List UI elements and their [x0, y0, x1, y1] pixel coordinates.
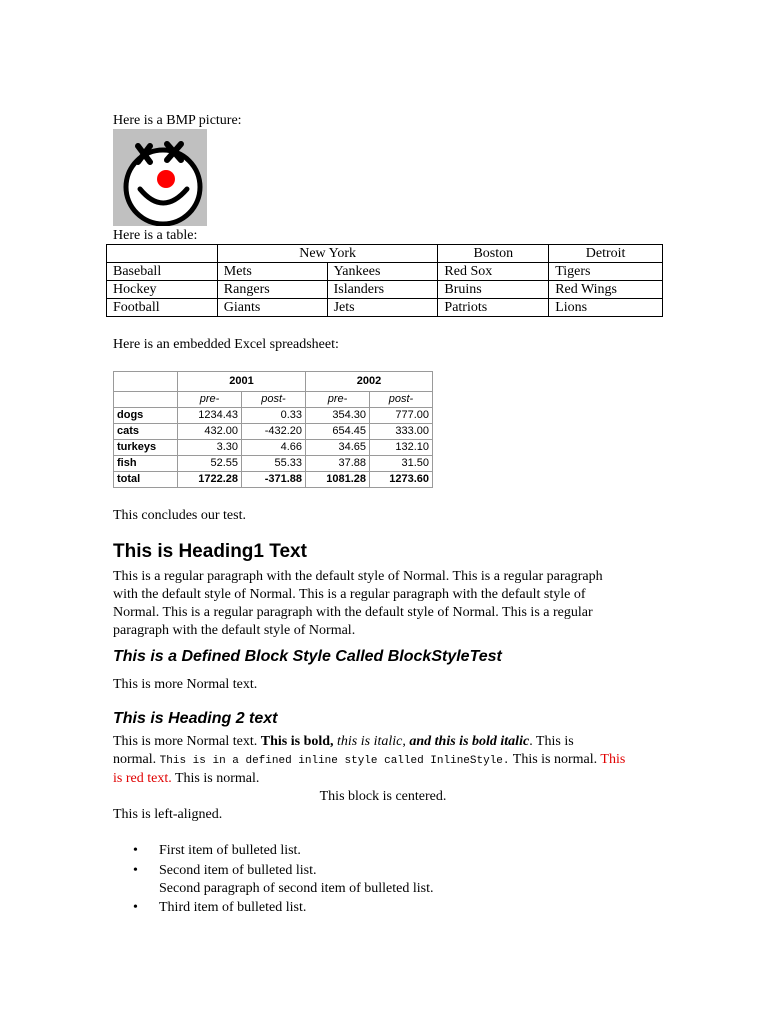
table-cell: Jets	[327, 299, 438, 317]
styled-line-2	[113, 751, 625, 770]
subheader-row	[114, 392, 433, 408]
excel-row	[114, 424, 433, 440]
subheader: post-	[370, 392, 433, 408]
normal-text: . This is	[529, 734, 574, 749]
table-cell: Patriots	[438, 299, 549, 317]
row-label: fish	[114, 456, 178, 472]
year-header: 2002	[306, 372, 433, 392]
styled-line-3	[113, 770, 625, 788]
column-header: Detroit	[549, 245, 663, 263]
table-cell: Mets	[217, 263, 327, 281]
list-item	[113, 862, 433, 898]
column-header: Boston	[438, 245, 549, 263]
table-cell: Bruins	[438, 281, 549, 299]
list-item-text: First item of bulleted list.	[159, 843, 301, 858]
left-aligned-text: This is left-aligned.	[113, 807, 223, 822]
heading-1: This is Heading1 Text	[113, 541, 307, 562]
styled-text-paragraph	[113, 733, 625, 788]
red-text: This	[600, 752, 626, 767]
excel-row	[114, 440, 433, 456]
table-intro: Here is a table:	[113, 228, 198, 243]
red-text: is red text.	[113, 771, 172, 786]
bullet-icon: •	[133, 863, 138, 878]
list-item-text: Second item of bulleted list.	[159, 863, 317, 878]
table-cell: Islanders	[327, 281, 438, 299]
concludes-text: This concludes our test.	[113, 508, 246, 523]
cell: 0.33	[242, 408, 306, 424]
row-label: Football	[107, 299, 218, 317]
paragraph-line: with the default style of Normal. This is a regular paragraph with the default style of	[113, 587, 586, 602]
clown-face-image	[113, 129, 207, 226]
cell: 1234.43	[178, 408, 242, 424]
subheader: pre-	[306, 392, 370, 408]
bold-italic-text: and this is bold italic	[409, 734, 530, 749]
excel-row	[114, 408, 433, 424]
styled-line-1	[113, 733, 625, 751]
row-label: total	[114, 472, 178, 488]
row-label: dogs	[114, 408, 178, 424]
centered-text: This block is centered.	[319, 789, 447, 804]
excel-row	[114, 456, 433, 472]
cell: 52.55	[178, 456, 242, 472]
table-cell: Yankees	[327, 263, 438, 281]
cell: 333.00	[370, 424, 433, 440]
inline-style-text: This is in a defined inline style called InlineStyle.	[159, 755, 510, 767]
clown-face-icon	[113, 129, 207, 226]
corner-cell	[114, 372, 178, 392]
table-header-row	[107, 245, 663, 263]
teams-table	[106, 244, 663, 317]
table-cell: Lions	[549, 299, 663, 317]
cell: 132.10	[370, 440, 433, 456]
year-header: 2001	[178, 372, 306, 392]
row-label: Baseball	[107, 263, 218, 281]
list-item	[113, 899, 433, 917]
column-header: New York	[217, 245, 438, 263]
more-normal-text: This is more Normal text.	[113, 677, 258, 692]
excel-spreadsheet	[113, 371, 433, 488]
cell: 432.00	[178, 424, 242, 440]
table-row	[107, 281, 663, 299]
list-item	[113, 842, 433, 860]
cell: 354.30	[306, 408, 370, 424]
block-style-heading: This is a Defined Block Style Called BlockStyleTest	[113, 648, 502, 665]
table-cell: Red Sox	[438, 263, 549, 281]
row-label: cats	[114, 424, 178, 440]
cell: 4.66	[242, 440, 306, 456]
excel-intro: Here is an embedded Excel spreadsheet:	[113, 337, 339, 352]
list-item-paragraph: Second paragraph of second item of bulleted list.	[159, 881, 434, 896]
picture-intro: Here is a BMP picture:	[113, 113, 242, 128]
normal-text: This is more Normal text.	[113, 734, 258, 749]
regular-paragraph	[113, 568, 603, 640]
table-corner-cell	[107, 245, 218, 263]
cell: 1081.28	[306, 472, 370, 488]
cell: 3.30	[178, 440, 242, 456]
paragraph-line: paragraph with the default style of Normal.	[113, 623, 356, 638]
bulleted-list	[113, 842, 433, 917]
paragraph-line: This is a regular paragraph with the default style of Normal. This is a regular paragraph	[113, 569, 603, 584]
cell: -432.20	[242, 424, 306, 440]
cell: 1273.60	[370, 472, 433, 488]
cell: 1722.28	[178, 472, 242, 488]
list-item-text: Third item of bulleted list.	[159, 900, 307, 915]
normal-text: normal.	[113, 752, 157, 767]
normal-text: This is normal.	[512, 752, 598, 767]
table-cell: Red Wings	[549, 281, 663, 299]
normal-text: This is normal.	[174, 771, 260, 786]
row-label: turkeys	[114, 440, 178, 456]
table-cell: Giants	[217, 299, 327, 317]
bold-text: This is bold,	[260, 734, 334, 749]
table-row	[107, 263, 663, 281]
row-label: Hockey	[107, 281, 218, 299]
paragraph-line: Normal. This is a regular paragraph with the default style of Normal. This is a regular	[113, 605, 593, 620]
cell: 34.65	[306, 440, 370, 456]
table-row	[107, 299, 663, 317]
year-header-row	[114, 372, 433, 392]
excel-total-row	[114, 472, 433, 488]
comma-text: ,	[402, 734, 406, 749]
table-cell: Rangers	[217, 281, 327, 299]
cell: 777.00	[370, 408, 433, 424]
cell: 31.50	[370, 456, 433, 472]
cell: 37.88	[306, 456, 370, 472]
cell: 654.45	[306, 424, 370, 440]
bullet-icon: •	[133, 843, 138, 858]
table-cell: Tigers	[549, 263, 663, 281]
subheader: post-	[242, 392, 306, 408]
heading-2: This is Heading 2 text	[113, 710, 278, 727]
cell: -371.88	[242, 472, 306, 488]
subheader: pre-	[178, 392, 242, 408]
italic-text: this is italic	[337, 734, 403, 749]
cell: 55.33	[242, 456, 306, 472]
bullet-icon: •	[133, 900, 138, 915]
corner-cell	[114, 392, 178, 408]
